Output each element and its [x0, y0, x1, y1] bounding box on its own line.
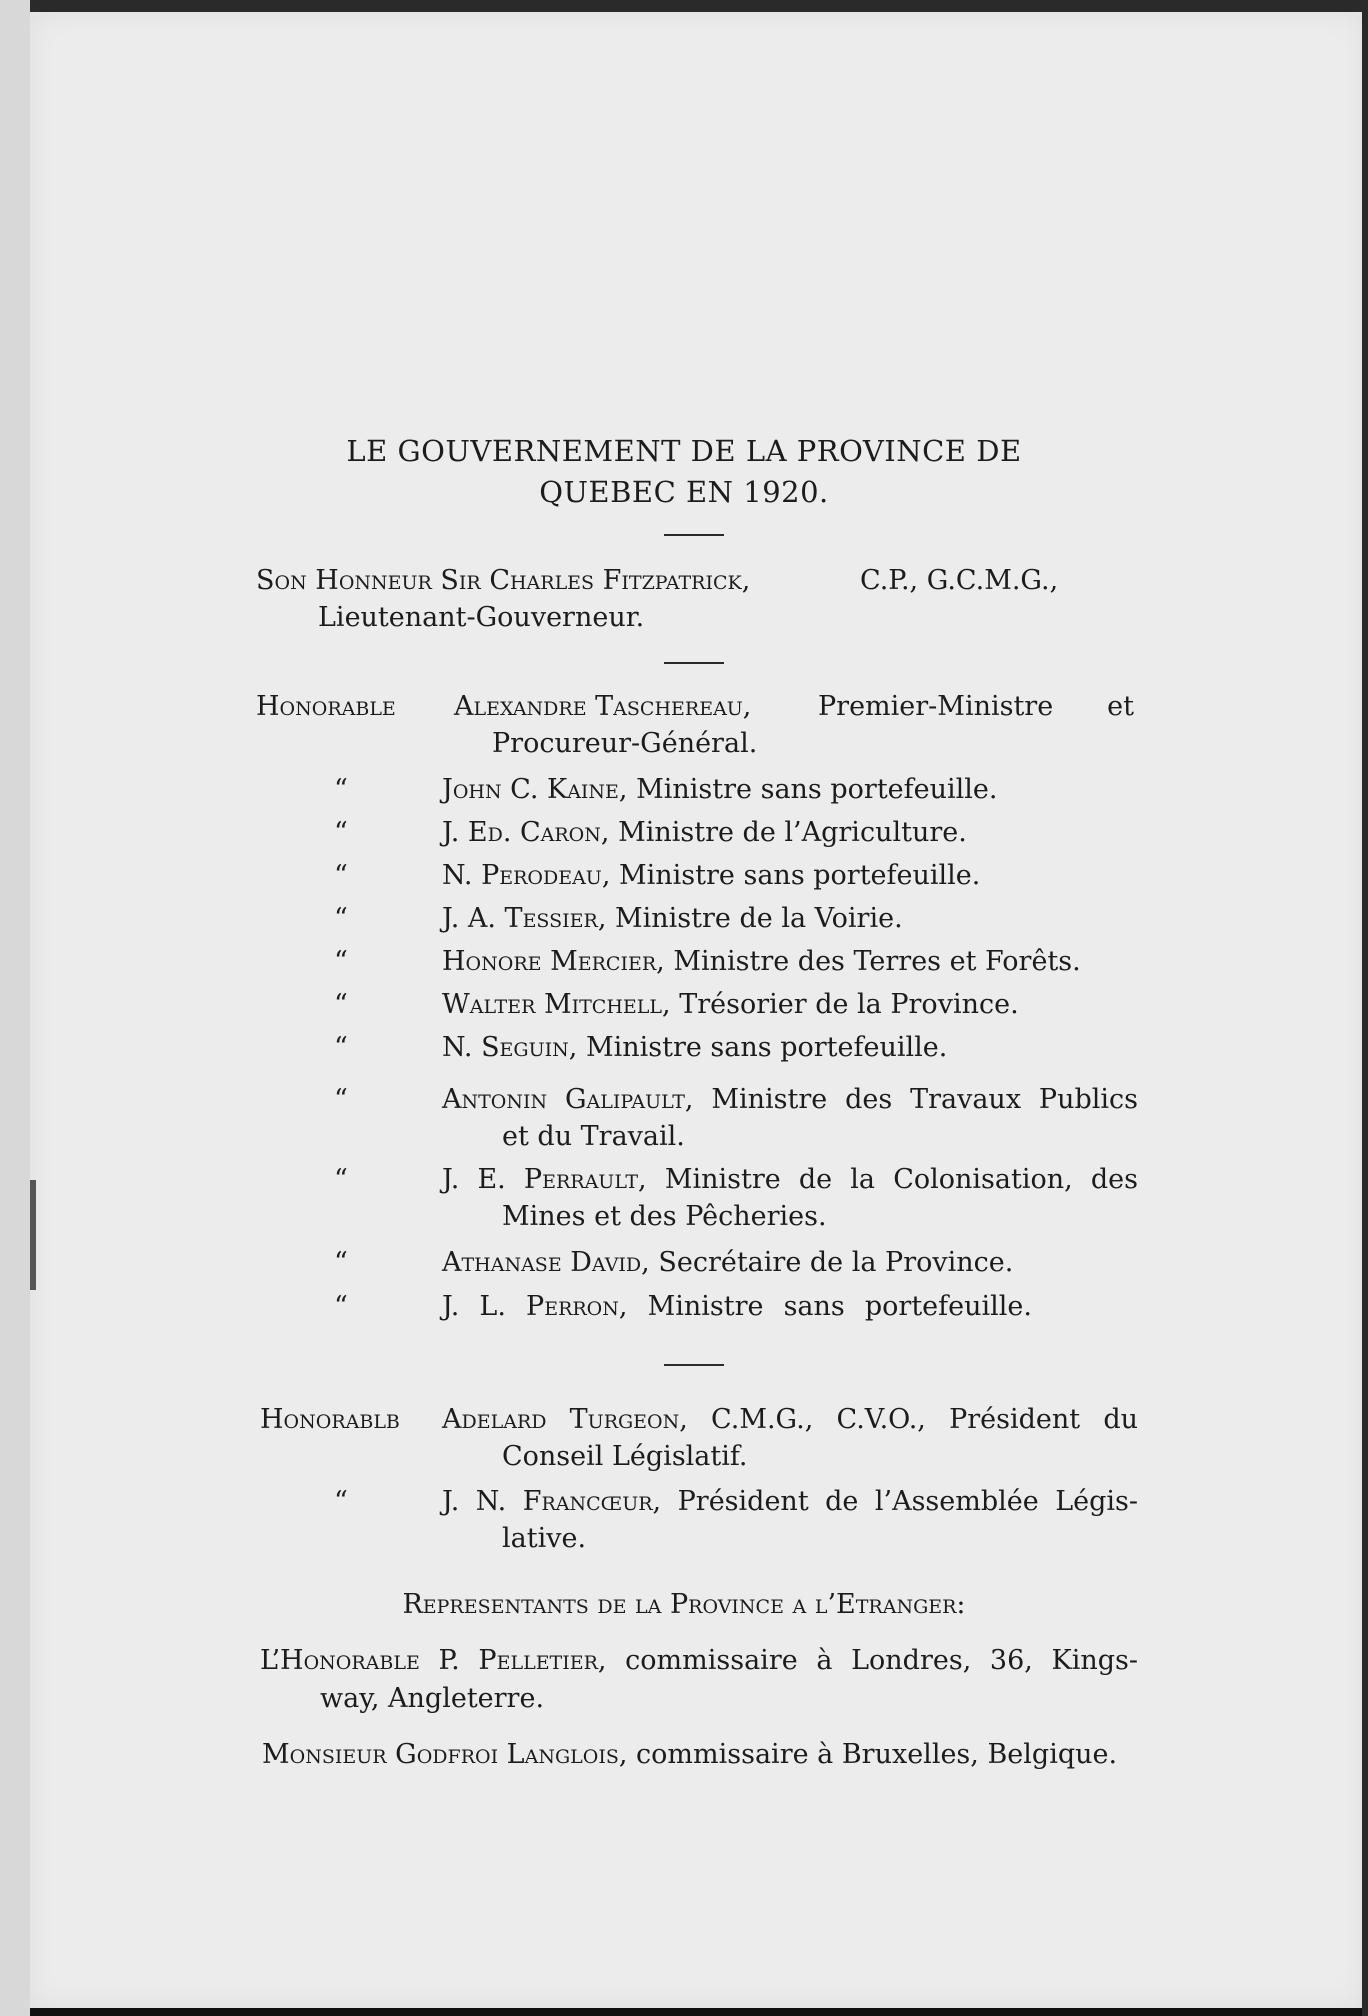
minister-entry [442, 862, 980, 889]
page-title-line1: LE GOUVERNEMENT DE LA PROVINCE DE [346, 434, 1022, 468]
premier-role-cont: Procureur-Général. [492, 728, 758, 759]
representative-entry [260, 1647, 1138, 1674]
ditto-mark: “ [334, 903, 348, 934]
representative-entry [262, 1741, 1117, 1768]
ditto-mark: “ [334, 1032, 348, 1063]
lieutenant-title: Lieutenant-Gouverneur. [318, 602, 645, 633]
minister-entry [442, 1086, 1138, 1113]
minister-role: Ministre sans portefeuille. [619, 860, 981, 891]
minister-role: Ministre sans portefeuille. [647, 1291, 1032, 1322]
assembly-president-name: J. N. Francœur, [442, 1486, 662, 1517]
representative-title: L’Honorable P. Pelletier, [260, 1645, 607, 1676]
minister-name: Antonin Galipault, [442, 1084, 694, 1115]
minister-role: Trésorier de la Province. [679, 989, 1019, 1020]
minister-entry [442, 1166, 1138, 1193]
minister-name: N. Perodeau, [442, 860, 611, 891]
minister-entry [442, 819, 967, 846]
council-president-role-cont: Conseil Législatif. [502, 1441, 748, 1472]
representative-text: commissaire à Londres, 36, Kings- [625, 1645, 1138, 1676]
ditto-mark: “ [334, 1486, 348, 1517]
ditto-mark: “ [334, 989, 348, 1020]
legislature-label: Honorablв [260, 1404, 400, 1435]
council-president-entry [442, 1406, 1138, 1433]
minister-name: Athanase David, [442, 1247, 650, 1278]
lieutenant-honours: C.P., G.C.M.G., [860, 565, 1059, 596]
ditto-mark: “ [334, 1164, 348, 1195]
separator-rule [664, 662, 724, 664]
council-president-name: Adelard Turgeon, [442, 1404, 688, 1435]
representative-title: Monsieur Godfroi Langlois, [262, 1739, 628, 1770]
minister-entry [442, 1249, 1013, 1276]
assembly-president-role-cont: lative. [502, 1523, 587, 1554]
minister-name: Walter Mitchell, [442, 989, 671, 1020]
minister-entry [442, 1034, 947, 1061]
minister-role-cont: Mines et des Pêcheries. [502, 1201, 827, 1232]
page-left-edge [0, 0, 30, 2016]
minister-entry [442, 776, 997, 803]
ditto-mark: “ [334, 860, 348, 891]
minister-name: Honore Mercier, [442, 946, 665, 977]
minister-entry [442, 948, 1081, 975]
minister-role-cont: et du Travail. [502, 1121, 685, 1152]
lieutenant-name: Son Honneur Sir Charles Fitzpatrick, [256, 565, 751, 596]
premier-role: Premier-Ministre et [818, 691, 1134, 722]
minister-role: Ministre de l’Agriculture. [618, 817, 967, 848]
cabinet-label: Honorable [256, 691, 396, 722]
representatives-heading: Representants de la Province a l’Etranger: [402, 1589, 966, 1620]
minister-name: J. E. Perrault, [442, 1164, 647, 1195]
ditto-mark: “ [334, 946, 348, 977]
ditto-mark: “ [334, 817, 348, 848]
minister-role: Ministre des Travaux Publics [711, 1084, 1138, 1115]
council-president-role: C.M.G., C.V.O., Président du [711, 1404, 1138, 1435]
minister-entry [442, 991, 1019, 1018]
page-title-line2: QUEBEC EN 1920. [539, 475, 829, 509]
top-border [30, 0, 1368, 12]
ditto-mark: “ [334, 1084, 348, 1115]
assembly-president-entry [442, 1488, 1138, 1515]
separator-rule [664, 534, 724, 536]
minister-role: Ministre de la Voirie. [615, 903, 903, 934]
minister-name: J. A. Tessier, [442, 903, 607, 934]
minister-name: John C. Kaine, [442, 774, 628, 805]
minister-role: Secrétaire de la Province. [658, 1247, 1014, 1278]
premier-name: Alexandre Taschereau, [454, 691, 752, 722]
separator-rule [664, 1364, 724, 1366]
minister-name: J. Ed. Caron, [442, 817, 610, 848]
representative-text-cont: way, Angleterre. [320, 1683, 545, 1714]
minister-role: Ministre sans portefeuille. [636, 774, 998, 805]
binding-mark [30, 1180, 36, 1290]
minister-entry [442, 1293, 1032, 1320]
ditto-mark: “ [334, 774, 348, 805]
minister-name: J. L. Perron, [442, 1291, 628, 1322]
ditto-mark: “ [334, 1247, 348, 1278]
ditto-mark: “ [334, 1291, 348, 1322]
assembly-president-role: Président de l’Assemblée Légis- [677, 1486, 1139, 1517]
minister-name: N. Seguin, [442, 1032, 578, 1063]
minister-entry [442, 905, 903, 932]
right-border [1362, 0, 1368, 2016]
minister-role: Ministre de la Colonisation, des [664, 1164, 1138, 1195]
representative-text: commissaire à Bruxelles, Belgique. [636, 1739, 1118, 1770]
minister-role: Ministre des Terres et Forêts. [673, 946, 1081, 977]
minister-role: Ministre sans portefeuille. [585, 1032, 948, 1063]
